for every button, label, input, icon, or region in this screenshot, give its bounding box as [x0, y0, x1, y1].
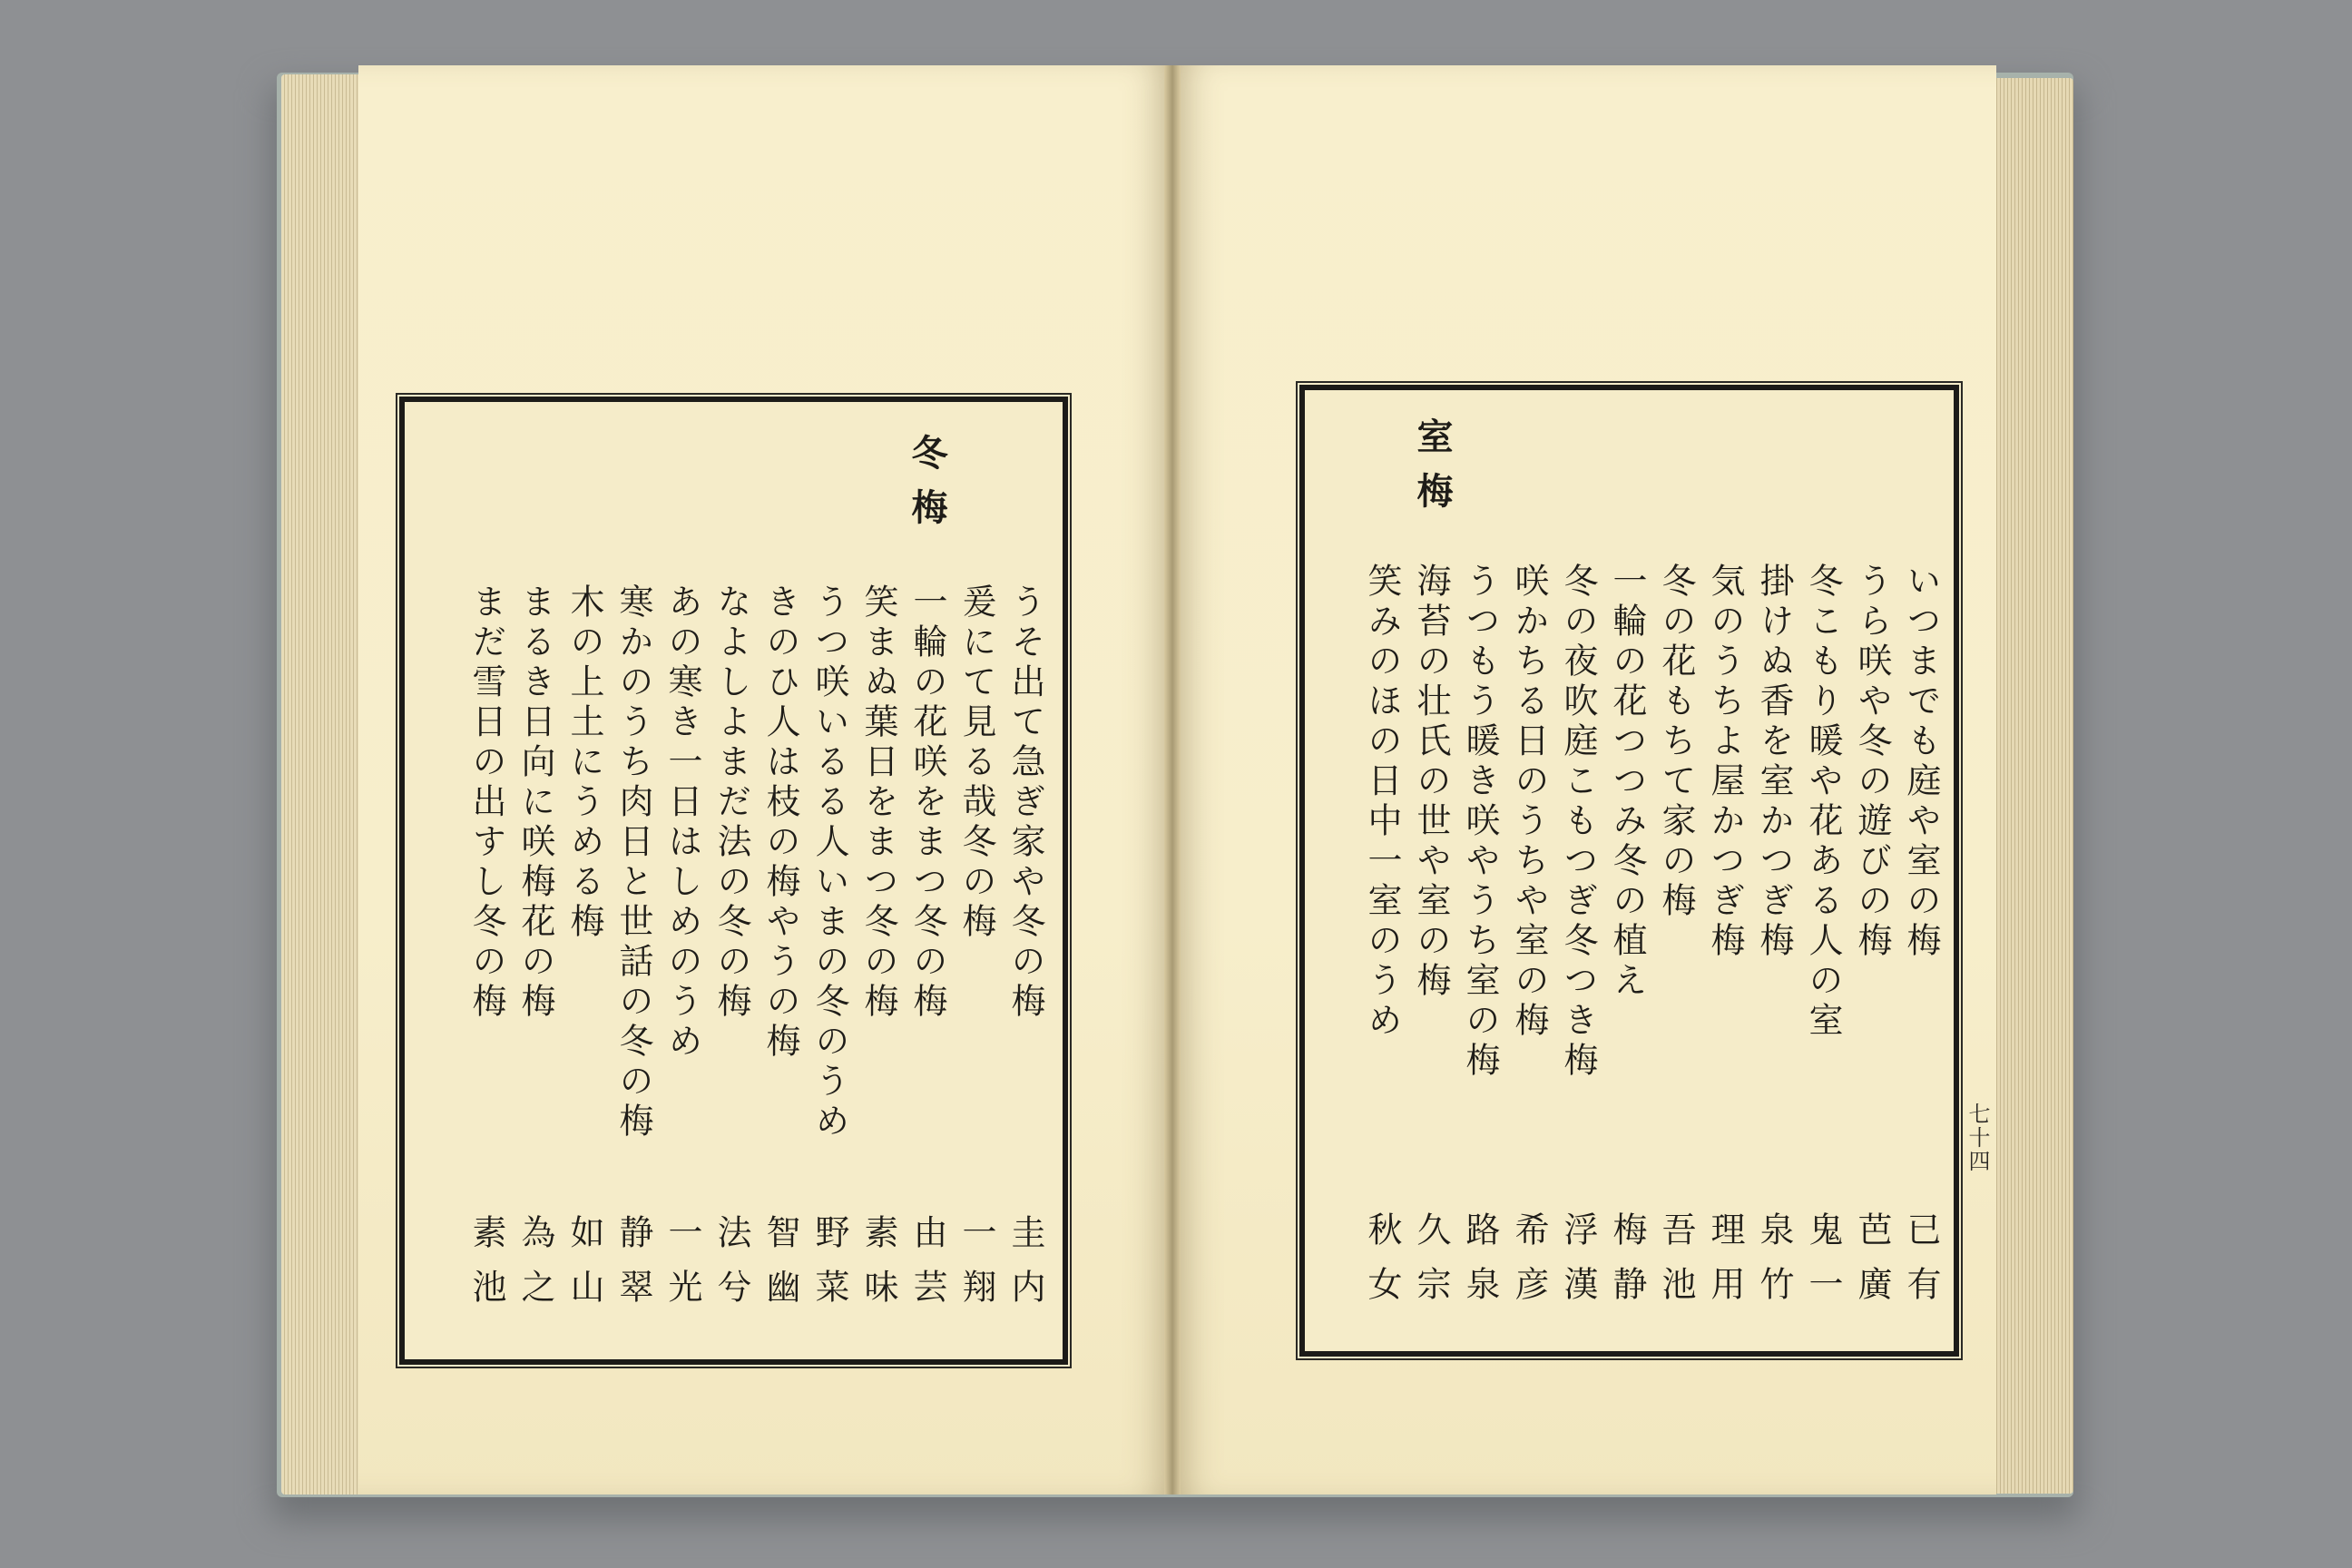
verse-line: 掛けぬ香を室かつぎ梅	[1754, 563, 1794, 962]
verse-line: 気のうちよ屋かつぎ梅	[1705, 563, 1745, 962]
verse-author: 吾池	[1656, 1211, 1696, 1320]
verse-author: 泉竹	[1754, 1211, 1794, 1320]
verse-line: うら咲や冬の遊びの梅	[1852, 563, 1892, 962]
verse-author: 如山	[564, 1214, 604, 1323]
verse-author: 已有	[1901, 1211, 1941, 1320]
verse-line: 笑みのほの日中一室のうめ	[1362, 563, 1402, 1042]
page-title: 室梅	[1411, 417, 1454, 526]
verse-author: 芭廣	[1852, 1211, 1892, 1320]
verse-line: 笑まぬ葉日をまつ冬の梅	[858, 583, 898, 1023]
verse-line: なよしよまだ法の冬の梅	[711, 583, 751, 1023]
verse-line: きのひ人は枝の梅やうの梅	[760, 583, 800, 1063]
page-title: 冬梅	[906, 434, 948, 543]
left-text-frame	[399, 397, 1068, 1365]
verse-author: 久宗	[1411, 1211, 1451, 1320]
verse-author: 静翠	[613, 1214, 653, 1323]
verse-line: 冬こもり暖や花ある人の室	[1803, 563, 1843, 1042]
verse-author: 智幽	[760, 1214, 800, 1323]
right-text-frame	[1299, 385, 1959, 1357]
verse-author: 浮漢	[1558, 1211, 1598, 1320]
page-edges-right	[1983, 78, 2073, 1494]
verse-line: うそ出て急ぎ家や冬の梅	[1005, 583, 1045, 1023]
verse-author: 一翔	[956, 1214, 996, 1323]
verse-line: いつまでも庭や室の梅	[1901, 563, 1941, 962]
verse-line: 木の上土にうめる梅	[564, 583, 604, 943]
verse-author: 希彦	[1509, 1211, 1549, 1320]
verse-line: うつもう暖き咲やうち室の梅	[1460, 563, 1500, 1082]
verse-line: 一輪の花つつみ冬の植え	[1607, 563, 1647, 1002]
verse-line: あの寒き一日はしめのうめ	[662, 583, 702, 1063]
folio-number: 七十四	[1965, 1102, 1990, 1173]
verse-line: うつ咲いるる人いまの冬のうめ	[809, 583, 849, 1142]
verse-author: 由芸	[907, 1214, 947, 1323]
verse-line: 冬の花もちて家の梅	[1656, 563, 1696, 922]
verse-line: 海苔の壮氏の世や室の梅	[1411, 563, 1451, 1002]
verse-author: 一光	[662, 1214, 702, 1323]
verse-author: 圭内	[1005, 1214, 1045, 1323]
verse-line: まるき日向に咲梅花の梅	[515, 583, 555, 1023]
verse-author: 法兮	[711, 1214, 751, 1323]
verse-author: 秋女	[1362, 1211, 1402, 1320]
verse-line: 冬の夜吹庭こもつぎ冬つき梅	[1558, 563, 1598, 1082]
verse-author: 野菜	[809, 1214, 849, 1323]
verse-author: 素味	[858, 1214, 898, 1323]
book-gutter	[1164, 65, 1181, 1494]
verse-author: 路泉	[1460, 1211, 1500, 1320]
verse-author: 為之	[515, 1214, 555, 1323]
verse-line: 咲かちる日のうちや室の梅	[1509, 563, 1549, 1042]
verse-author: 理用	[1705, 1211, 1745, 1320]
verse-line: 爰にて見る哉冬の梅	[956, 583, 996, 943]
verse-author: 鬼一	[1803, 1211, 1843, 1320]
verse-author: 素池	[466, 1214, 506, 1323]
verse-line: まだ雪日の出すし冬の梅	[466, 583, 506, 1023]
verse-line: 一輪の花咲をまつ冬の梅	[907, 583, 947, 1023]
verse-author: 梅静	[1607, 1211, 1647, 1320]
verse-line: 寒かのうち肉日と世話の冬の梅	[613, 583, 653, 1142]
